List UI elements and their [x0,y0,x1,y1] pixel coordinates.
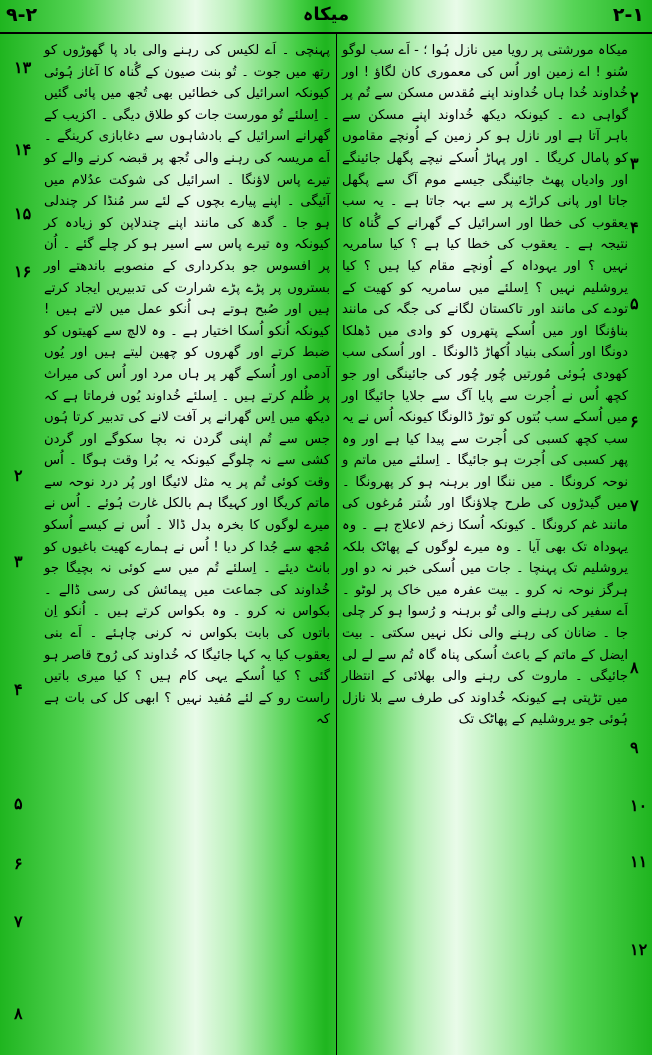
left-text-column [44,40,330,731]
verse-number: ۶ [630,412,639,431]
verse-number: ۱۰ [630,796,648,815]
verse-number: ۳ [14,552,23,571]
verse-number: ۷ [14,912,23,931]
column-divider [336,34,337,1055]
book-title: میکاہ [302,4,350,25]
verse-number: ۱۲ [630,940,648,959]
verse-number: ۴ [14,680,23,699]
verse-number: ۱۱ [630,852,648,871]
verse-number: ۷ [630,496,639,515]
verse-number: ۱۴ [14,140,32,159]
right-text-column [342,40,628,731]
page-header [0,0,652,34]
verse-number: ۱۳ [14,58,32,77]
chapter-range-right: ۲-۱ [612,4,644,26]
verse-number: ۳ [630,154,639,173]
verse-number: ۱۵ [14,204,32,223]
right-column-text: میکاہ مورشتی پر رویا میں نازل ہُوا ؛ - اَے سب لوگو سُنو ! اے زمین اور اُس کی معموری کان لگاؤ ! اور خُداوند خُدا ہاں خُداوند اپنے مُقدس مسکن سے تُم پر گواہی دے ۔ کیونکہ دیکھ خُداوند اپنے مسکن سے باہر آتا ہے اور نازل ہو کر زمین کے اُونچے مقاموں کو پامال کریگا ۔ اور پہاڑ اُسکے نیچے پگھل جائینگے اور وادیاں پھٹ جائینگی جیسے موم آگ سے پگھل جاتا اور پانی کراڑے پر سے بہہ جاتا ہے ۔ یہ سب یعقوب کی خطا اور اسرائیل کے گھرانے کے گُناہ کا نتیجہ ہے ۔ یعقوب کی خطا کیا ہے ؟ کیا سامریہ نہیں ؟ اور یہوداہ کے اُونچے مقام کیا ہیں ؟ کیا یروشلیم نہیں ؟ اِسلئے میں سامریہ کو کھیت کے تودے کی مانند اور تاکستان لگانے کی جگہ کی مانند بناؤنگا اور میں اُسکے پتھروں کو وادی میں ڈھلکا دونگا اور اُسکی بنیاد اُکھاڑ ڈالونگا ۔ اور اُسکی سب کھودی ہُوئی مُورتیں چُور چُور کی جائینگی اور جو کچھ اُس نے اُجرت سے پایا آگ سے جلایا جائیگا اور میں اُسکے سب بُتوں کو توڑ ڈالونگا کیونکہ اُس نے یہ سب کچھ کسبی کی اُجرت سے پیدا کیا ہے اور وہ پھر کسبی کی اُجرت ہو جائیگا ۔ اِسلئے میں ماتم و نوحہ کرونگا ۔ میں ننگا اور برہنہ ہو کر پھرونگا ۔ میں گیدڑوں کی طرح چلاؤنگا اور شُتر مُرغوں کی مانند غم کرونگا ۔ کیونکہ اُسکا زخم لاعلاج ہے ۔ وہ یہوداہ تک بھی آیا ۔ وہ میرے لوگوں کے پھاٹک بلکہ یروشلیم تک پہنچا ۔ جات میں اُسکی خبر نہ دو اور ہرگز نوحہ نہ کرو ۔ بیت عفرہ میں خاک پر لوٹو ۔ اَے سفیر کی رہنے والی تُو برہنہ و رُسوا ہو کر چلی جا ۔ ضانان کی رہنے والی نکل نہیں سکتی ۔ بیت ایضل کے ماتم کے باعث اُسکی پناہ گاہ تُم سے لے لی جائیگی ۔ ماروت کی رہنے والی بھلائی کے انتظار میں تڑپتی ہے کیونکہ خُداوند کی طرف سے بلا نازل ہُوئی جو یروشلیم کے پھاٹک تک [342,43,628,728]
verse-number: ۸ [14,1004,23,1023]
chapter-range-left: ۹-۲ [6,4,38,26]
verse-number: ۱۶ [14,262,32,281]
verse-number: ۴ [630,218,639,237]
verse-number: ۵ [14,794,23,813]
verse-number: ۲ [630,88,639,107]
verse-number: ۸ [630,658,639,677]
left-column-text: پہنچی ۔ اَے لکیس کی رہنے والی باد پا گھوڑوں کو رتھ میں جوت ۔ تُو بنت صیون کے گُناہ کا آغاز ہُوئی کیونکہ اسرائیل کی خطائیں بھی تُجھ میں پائی گئیں ۔ اِسلئے تُو مورست جات کو طلاق دیگی ۔ اکزیب کے گھرانے اسرائیل کے بادشاہوں سے دغابازی کرینگے ۔ اَے مریسہ کی رہنے والی تُجھ پر قبضہ کرنے والے کو تیرے پاس لاؤنگا ۔ اسرائیل کی شوکت عدُلام میں آئیگی ۔ اپنے پیارے بچوں کے لئے سر مُنڈا کر چندلی ہو جا ۔ گدھ کی مانند اپنے چندلاپن کو زیادہ کر کیونکہ وہ تیرے پاس سے اسیر ہو کر چلے گئے ۔ اُن پر افسوس جو بدکرداری کے منصوبے باندھتے اور بستروں پر پڑے پڑے شرارت کی تدبیریں ایجاد کرتے ہیں اور صُبح ہوتے ہی اُنکو عمل میں لاتے ہیں ! کیونکہ اُنکو اُسکا اختیار ہے ۔ وہ لالچ سے کھیتوں کو ضبط کرتے اور گھروں کو چھین لیتے ہیں اور یُوں آدمی اور اُسکے گھر پر ہاں مرد اور اُس کی میراث پر ظُلم کرتے ہیں ۔ اِسلئے خُداوند یُوں فرماتا ہے کہ دیکھ میں اِس گھرانے پر آفت لانے کی تدبیر کرتا ہُوں جس سے تُم اپنی گردن نہ بچا سکوگے اور گردن کشی سے نہ چلوگے کیونکہ یہ بُرا وقت ہوگا ۔ اُس وقت کوئی تُم پر یہ مثل لائیگا اور پُر درد نوحہ سے ماتم کریگا اور کہیگا ہم بالکل غارت ہُوئے ۔ اُس نے میرے لوگوں کا بخرہ بدل ڈالا ۔ اُس نے کیسے اُسکو مُجھ سے جُدا کر دیا ! اُس نے ہمارے کھیت باغیوں کو بانٹ دیئے ۔ اِسلئے تُم میں سے کوئی نہ بچیگا جو خُداوند کی جماعت میں پیمائش کی رسی ڈالے ۔ بکواس نہ کرو ۔ وہ بکواس کرتے ہیں ۔ اُنکو اِن باتوں کی بابت بکواس نہ کرنی چاہئے ۔ اَے بنی یعقوب کیا یہ کہا جائیگا کہ خُداوند کی رُوح قاصر ہو گئی ؟ کیا اُسکے یہی کام ہیں ؟ کیا میری باتیں راست رو کے لئے مُفید نہیں ؟ ابھی کل کی بات ہے کہ [44,43,330,728]
verse-number: ۶ [14,854,23,873]
verse-number: ۲ [14,466,23,485]
verse-number: ۹ [630,738,639,757]
verse-number: ۵ [630,294,639,313]
